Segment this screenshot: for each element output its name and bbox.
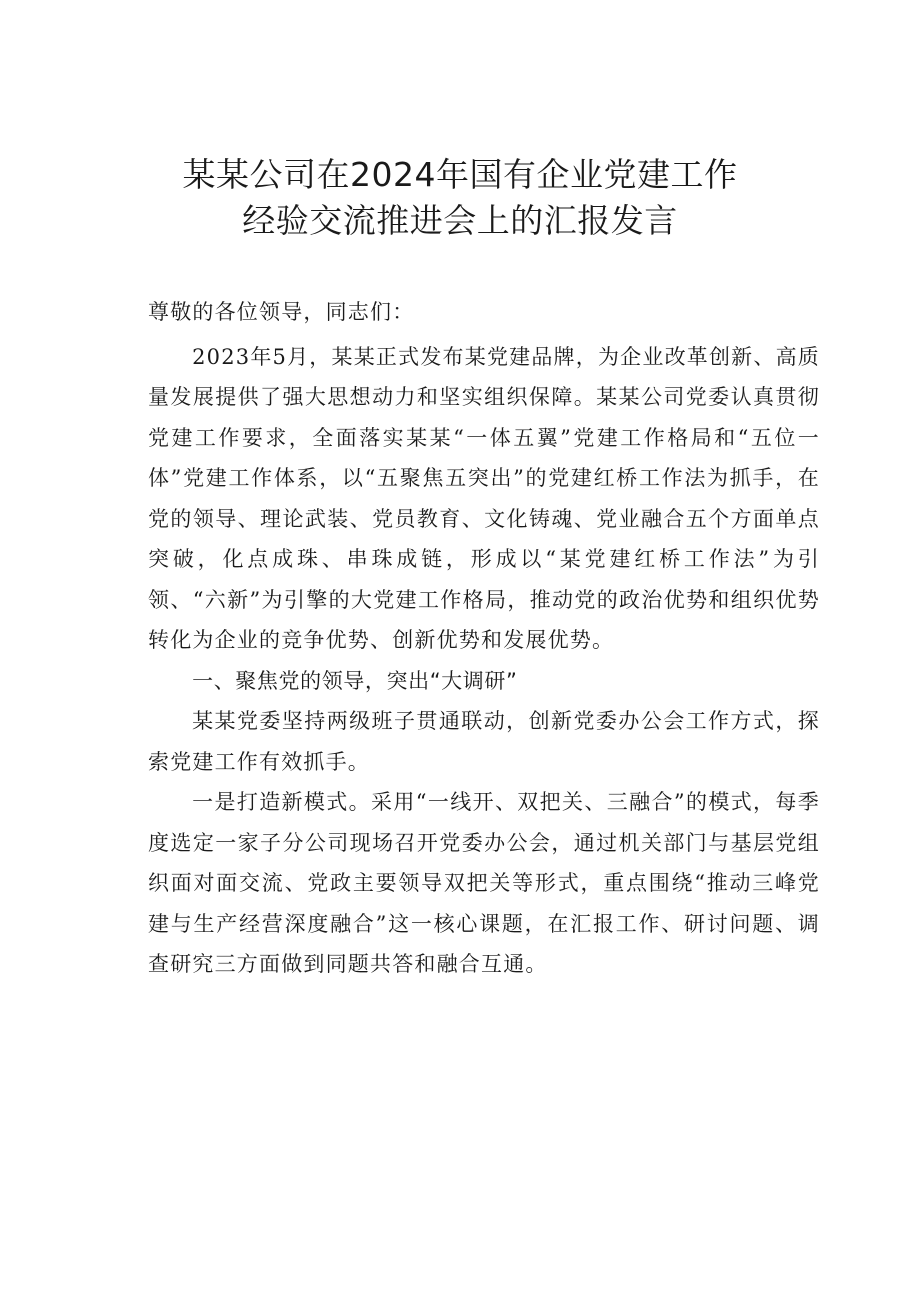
section-heading-1: 一、聚焦党的领导，突出“大调研” [192,668,518,693]
document-title [100,152,820,244]
document-body [148,292,820,985]
paragraph-new-model: 一是打造新模式。采用“一线开、双把关、三融合”的模式，每季度选定一家子分公司现场召开党委办公会，通过机关部门与基层党组织面对面交流、党政主要领导双把关等形式，重点围绕“推动三峰党建与生产经营深度融合”这一核心课题，在汇报工作、研讨问题、调查研究三方面做到同题共答和融合互通。 [148,790,820,976]
title-line-2: 经验交流推进会上的汇报发言 [242,201,678,240]
greeting: 尊敬的各位领导，同志们： [148,300,415,324]
paragraph-intro: 2023年5月，某某正式发布某党建品牌，为企业改革创新、高质量发展提供了强大思想动力和坚实组织保障。某某公司党委认真贯彻党建工作要求，全面落实某某“一体五翼”党建工作格局和“五位一体”党建工作体系，以“五聚焦五突出”的党建红桥工作法为抓手，在党的领导、理论武装、党员教育、文化铸魂、党业融合五个方面单点突破，化点成珠、串珠成链，形成以“某党建红桥工作法”为引领、“六新”为引擎的大党建工作格局，推动党的政治优势和组织优势转化为企业的竞争优势、创新优势和发展优势。 [148,344,820,652]
title-line-1: 某某公司在2024年国有企业党建工作 [182,155,738,194]
paragraph-section-1-intro: 某某党委坚持两级班子贯通联动，创新党委办公会工作方式，探索党建工作有效抓手。 [148,709,820,774]
